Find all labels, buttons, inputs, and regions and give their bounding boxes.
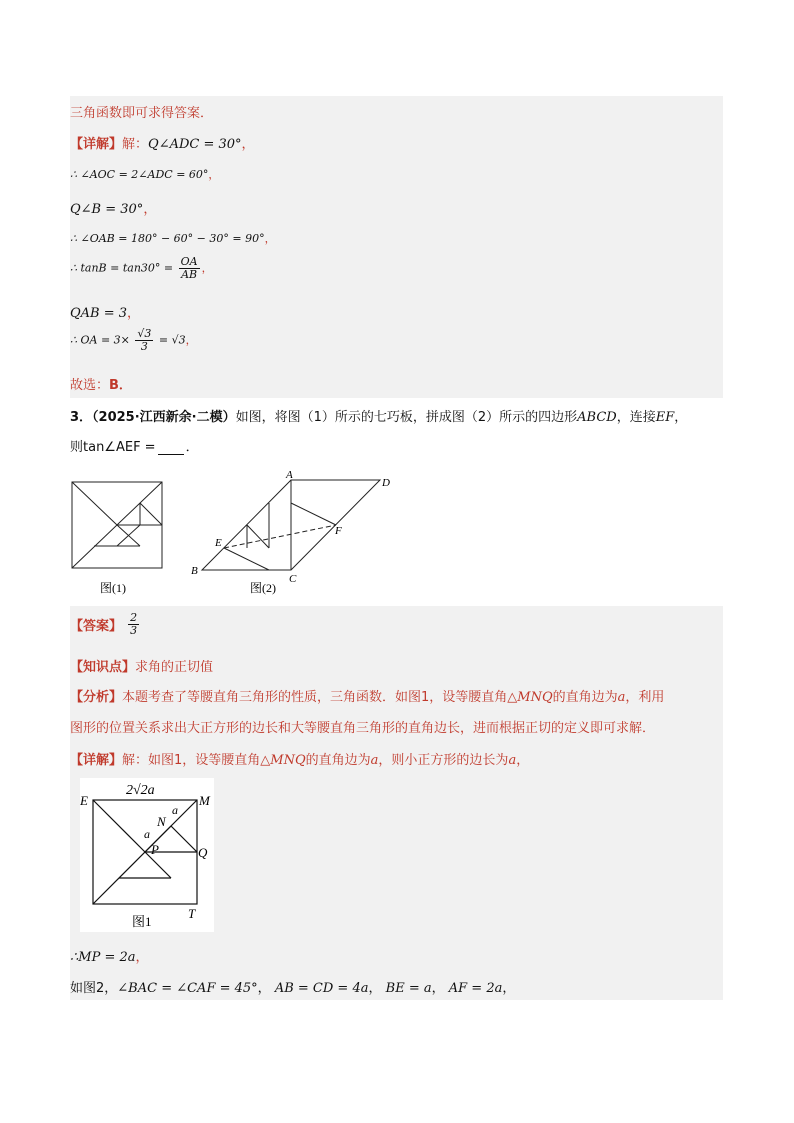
tangram-figures	[60, 468, 410, 600]
detail-text: 解：如图1，设等腰直角	[122, 753, 261, 768]
detail-text: ，	[516, 753, 530, 768]
label-A: A	[286, 469, 293, 481]
detail-tag: 【详解】	[70, 137, 123, 152]
detail-line-5	[70, 256, 213, 281]
detail-line-7	[70, 328, 197, 353]
question-line-1	[70, 406, 687, 425]
question-text: ，连接	[616, 410, 656, 425]
label-Q: Q	[198, 845, 208, 860]
math-a: a	[617, 690, 626, 705]
question-text: ，	[674, 410, 688, 425]
equation: Q∠B = 30°	[70, 202, 144, 217]
detail-text: 如图2，	[70, 981, 118, 996]
equation: QAB = 3	[70, 306, 128, 321]
detail-line-6	[70, 302, 140, 321]
punct: ，	[431, 981, 445, 996]
punct: ，	[208, 168, 220, 181]
math-abcd: ABCD	[577, 410, 617, 425]
label-a-1: a	[172, 803, 178, 817]
figure-1-lines	[93, 800, 197, 904]
detail-line-2	[70, 166, 219, 182]
analysis-text: 的直角边为	[552, 690, 618, 705]
fig2-caption: 图(2)	[250, 581, 276, 595]
equation: ∴ tanB = tan30° =	[70, 261, 174, 275]
label-B: B	[191, 565, 198, 577]
question-text: 则tan∠AEF =	[70, 440, 156, 455]
math-mnq: △MNQ	[507, 690, 553, 705]
equation: = √3	[158, 333, 186, 347]
detail-text: 的直角边为	[305, 753, 371, 768]
label-E: E	[215, 537, 222, 549]
punct: ，	[185, 333, 197, 347]
answer-line	[70, 612, 141, 637]
math-a: a	[370, 753, 379, 768]
detail-line-4	[70, 230, 276, 246]
detail-line-1	[70, 133, 255, 152]
detail-tag: 【详解】	[70, 753, 123, 768]
label-N: N	[157, 814, 166, 829]
question-line-2	[70, 436, 199, 455]
punct: ，	[201, 261, 213, 275]
label-T: T	[188, 906, 196, 921]
answer-blank	[158, 442, 184, 455]
equation: ∴ ∠AOC = 2∠ADC = 60°	[70, 168, 209, 181]
equation: ∴ ∠OAB = 180° − 60° − 30° = 90°	[70, 232, 265, 245]
analysis-text: ，利用	[625, 690, 665, 705]
knowledge-tag: 【知识点】	[70, 660, 136, 675]
parallelogram-figure	[202, 480, 380, 570]
detail-line-fig2	[70, 977, 515, 996]
solution-block-q3	[70, 606, 723, 940]
solution-continuation-text: 三角函数即可求得答案．	[70, 106, 214, 121]
analysis-line-1	[70, 686, 664, 705]
label-E: E	[80, 793, 88, 808]
solution-continued	[70, 940, 723, 1000]
answer-tag: 【答案】	[70, 619, 123, 634]
punct: ，	[502, 981, 516, 996]
detail-lead: 解：	[122, 137, 149, 152]
math-mnq: △MNQ	[260, 753, 306, 768]
fraction: $\frac{OA}{AB}$	[180, 255, 198, 281]
equation: Q∠ADC = 30°	[148, 137, 242, 152]
knowledge-text: 求角的正切值	[135, 660, 214, 675]
equation: ∴MP = 2a	[70, 950, 136, 965]
detail-text: ，则小正方形的边长为	[378, 753, 509, 768]
label-top-length: 2√2a	[126, 783, 155, 798]
label-D: D	[382, 477, 390, 489]
question-text: 如图，将图（1）所示的七巧板，拼成图（2）所示的四边形	[235, 410, 578, 425]
question-text: ．	[185, 440, 199, 455]
label-C: C	[289, 573, 297, 585]
label-M: M	[199, 793, 210, 808]
punct: ，	[264, 232, 276, 245]
knowledge-line	[70, 656, 213, 675]
question-source: （2025·江西新余·二模）	[92, 410, 236, 425]
label-a-2: a	[144, 827, 150, 841]
figure-1-caption: 图1	[132, 914, 152, 929]
question-number: 3．	[70, 410, 93, 425]
punct: ，	[257, 981, 271, 996]
label-P: P	[151, 842, 159, 857]
label-F: F	[335, 525, 342, 537]
punct: ，	[143, 202, 157, 217]
equation: ∠BAC = ∠CAF = 45°	[117, 981, 258, 996]
answer-label: 故选：	[70, 378, 110, 393]
analysis-tag: 【分析】	[70, 690, 123, 705]
solution-block-previous	[70, 96, 723, 398]
figure-1-tangram	[80, 778, 214, 932]
equation: BE = a	[385, 981, 432, 996]
fraction: $\frac{√3}{3}$	[137, 327, 152, 353]
math-a: a	[508, 753, 517, 768]
detail-line-q3	[70, 749, 529, 768]
detail-line-3	[70, 198, 156, 217]
punct: ，	[241, 137, 255, 152]
fig1-caption: 图(1)	[100, 581, 126, 595]
equation: AF = 2a	[448, 981, 503, 996]
punct: ，	[368, 981, 382, 996]
math-ef: EF	[655, 410, 675, 425]
answer-choice-line	[70, 374, 132, 393]
analysis-line-2: 图形的位置关系求出大正方形的边长和大等腰直角三角形的直角边长，进而根据正切的定义即可求解．	[70, 721, 656, 736]
equation: AB = CD = 4a	[274, 981, 369, 996]
question-3	[70, 404, 723, 458]
answer-value: B．	[109, 378, 132, 393]
punct: ，	[135, 950, 149, 965]
analysis-text: 本题考查了等腰直角三角形的性质，三角函数．如图1，设等腰直角	[122, 690, 508, 705]
tangram-square-figure	[72, 482, 162, 568]
equation: ∴ OA = 3×	[70, 333, 130, 347]
answer-fraction: $\frac{2}{3}$	[130, 611, 138, 637]
detail-line-mp	[70, 946, 149, 965]
punct: ，	[127, 306, 141, 321]
